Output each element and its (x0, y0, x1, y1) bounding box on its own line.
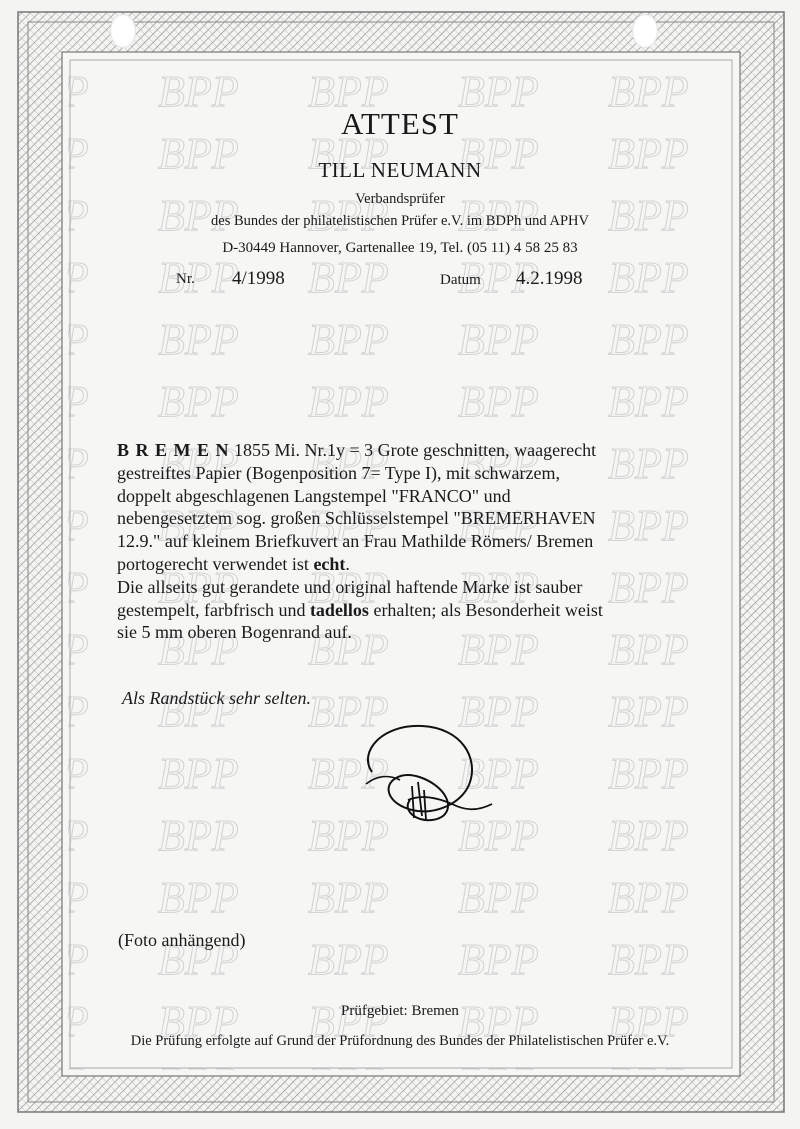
body-line-5: 12.9." auf kleinem Briefkuvert an Frau Mathilde Römers/ Bremen (117, 531, 594, 552)
examiner-signature (352, 712, 502, 830)
condition-flawless: tadellos (309, 599, 369, 620)
punch-hole-right (632, 14, 658, 48)
footer-note: Die Prüfung erfolgte auf Grund der Prüfordnung des Bundes der Philatelistischen Prüfer e.V. (130, 1033, 670, 1049)
body-line-9: sie 5 mm oberen Bogenrand auf. (117, 622, 352, 643)
body-line-4: nebengesetztem sog. großen Schlüsselstempel "BREMERHAVEN (117, 508, 596, 529)
photo-attachment-note: (Foto anhängend) (118, 930, 246, 950)
certificate-title: ATTEST (341, 106, 459, 141)
date-label: Datum (440, 272, 481, 288)
punch-hole-left (110, 14, 136, 48)
body-line-3: doppelt abgeschlagenen Langstempel "FRANCO" und (117, 485, 511, 506)
rarity-remark: Als Randstück sehr selten. (122, 688, 311, 708)
certificate-body (117, 439, 717, 644)
examiner-role: Verbandsprüfer (355, 191, 445, 207)
certificate-date: 4.2.1998 (516, 268, 583, 289)
body-line-8: gestempelt, farbfrisch und tadellos erhalten; als Besonderheit weist (117, 599, 603, 620)
association-line: des Bundes der philatelistischen Prüfer e.V. im BDPh und APHV (211, 213, 589, 229)
examiner-name: TILL NEUMANN (318, 158, 482, 182)
number-label: Nr. (176, 271, 195, 287)
body-line-7: Die allseits gut gerandete und original haftende Marke ist sauber (117, 576, 583, 597)
body-line-6: portogerecht verwendet ist echt. (117, 553, 350, 574)
certificate-number: 4/1998 (232, 268, 285, 289)
examiner-address: D-30449 Hannover, Gartenallee 19, Tel. (05 11) 4 58 25 83 (222, 240, 578, 256)
body-line-1: B R E M E N 1855 Mi. Nr.1y = 3 Grote geschnitten, waagerecht (117, 440, 597, 460)
examination-area: Prüfgebiet: Bremen (341, 1003, 459, 1019)
verdict-genuine: echt (313, 553, 346, 574)
stamp-name: B R E M E N (117, 440, 230, 460)
body-line-2: gestreiftes Papier (Bogenposition 7= Type I), mit schwarzem, (117, 462, 560, 483)
